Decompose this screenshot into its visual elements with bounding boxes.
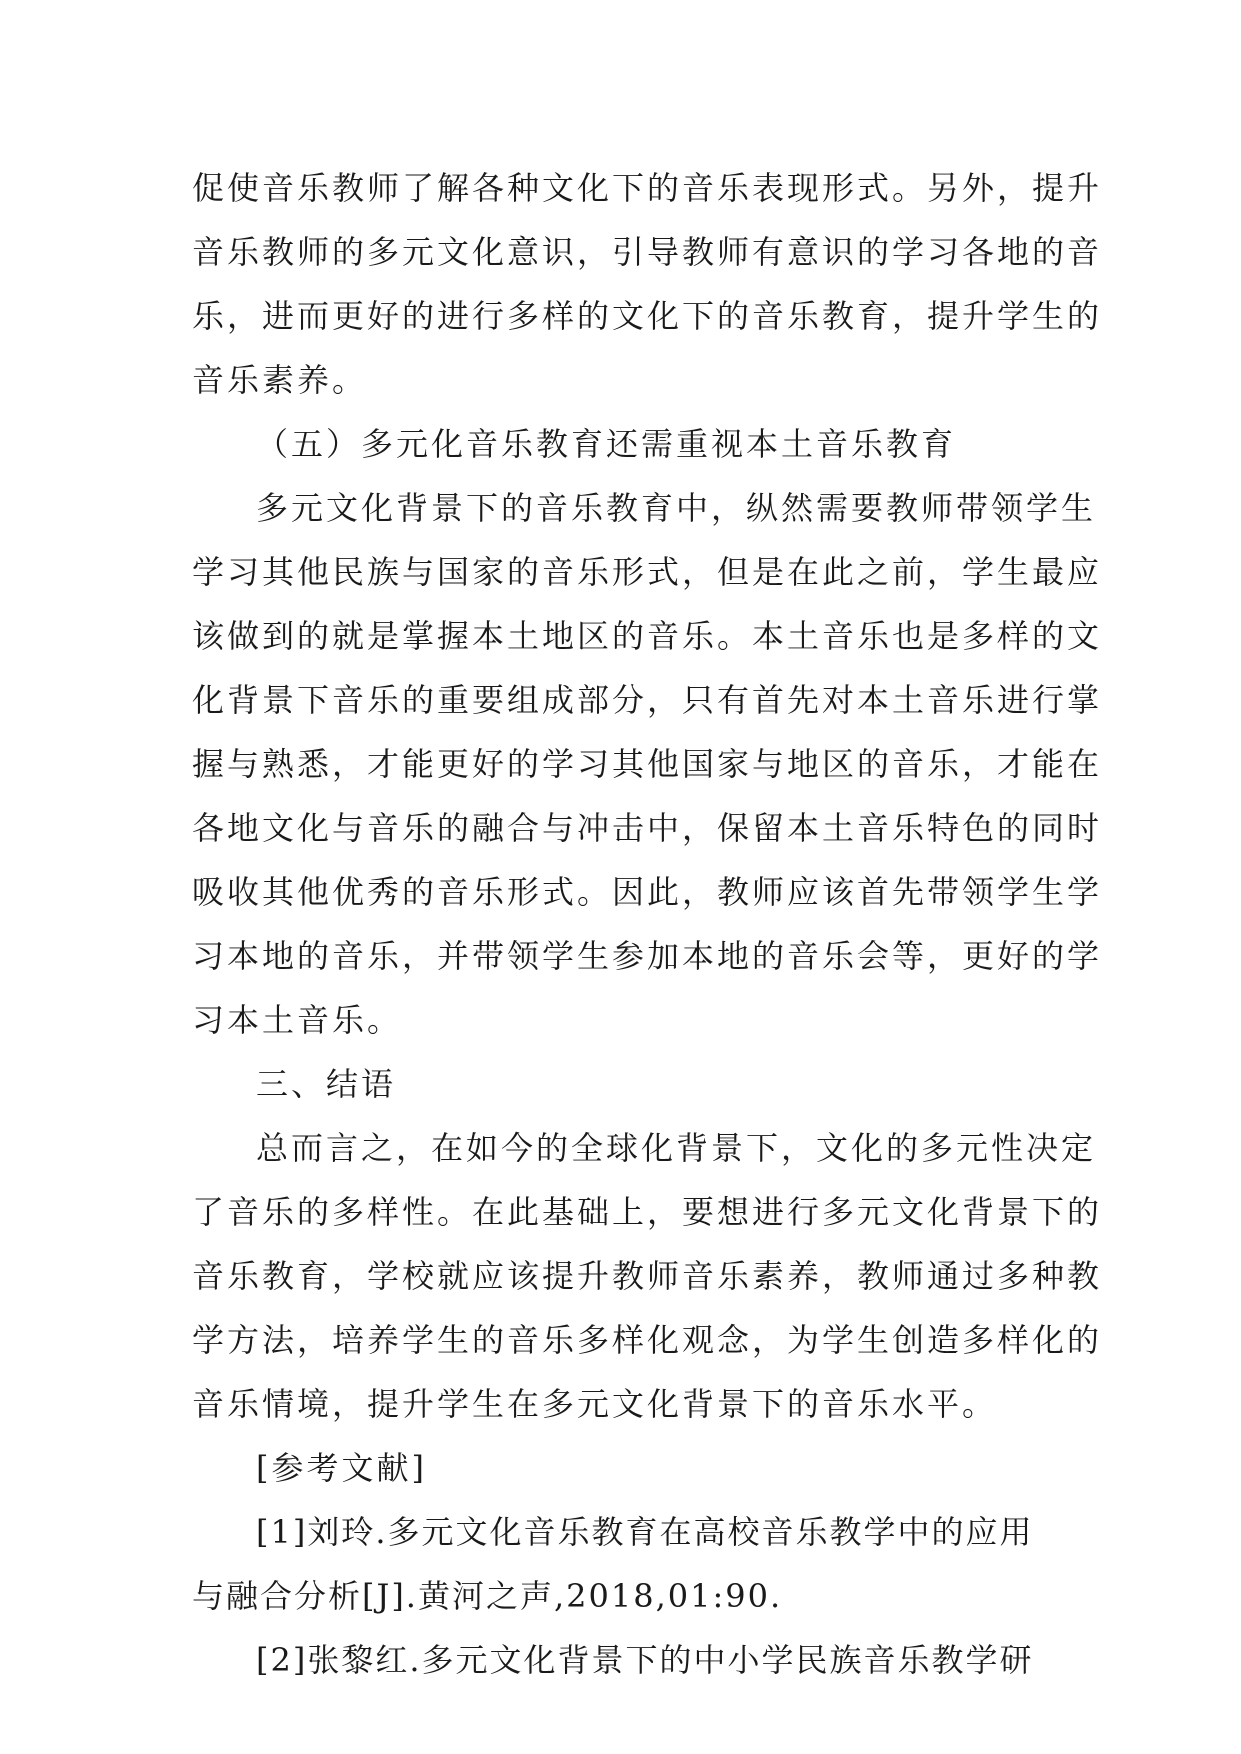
document-body — [192, 156, 1103, 1692]
paragraph-line: 音乐教师的多元文化意识，引导教师有意识的学习各地的音 — [192, 233, 1103, 271]
section-heading: （五）多元化音乐教育还需重视本土音乐教育 — [256, 425, 957, 463]
paragraph-line: 习本土音乐。 — [192, 1001, 403, 1039]
paragraph-line: 化背景下音乐的重要组成部分，只有首先对本土音乐进行掌 — [192, 681, 1103, 719]
paragraph-line: 促使音乐教师了解各种文化下的音乐表现形式。另外，提升 — [192, 169, 1103, 207]
section-heading: 三、结语 — [256, 1065, 397, 1103]
paragraph-line: 习本地的音乐，并带领学生参加本地的音乐会等，更好的学 — [192, 937, 1103, 975]
paragraph-line: 乐，进而更好的进行多样的文化下的音乐教育，提升学生的 — [192, 297, 1103, 335]
paragraph-line: 学习其他民族与国家的音乐形式，但是在此之前，学生最应 — [192, 553, 1103, 591]
reference-entry: [2]张黎红.多元文化背景下的中小学民族音乐教学研 — [256, 1641, 1034, 1679]
reference-entry: [1]刘玲.多元文化音乐教育在高校音乐教学中的应用 — [256, 1513, 1034, 1551]
reference-entry-continuation: 与融合分析[J].黄河之声,2018,01:90. — [192, 1577, 783, 1615]
paragraph-line: 吸收其他优秀的音乐形式。因此，教师应该首先带领学生学 — [192, 873, 1103, 911]
paragraph-line: 总而言之，在如今的全球化背景下，文化的多元性决定 — [256, 1129, 1097, 1167]
paragraph-line: 音乐情境，提升学生在多元文化背景下的音乐水平。 — [192, 1385, 998, 1423]
references-heading: [参考文献] — [256, 1449, 427, 1487]
paragraph-line: 了音乐的多样性。在此基础上，要想进行多元文化背景下的 — [192, 1193, 1103, 1231]
paragraph-line: 学方法，培养学生的音乐多样化观念，为学生创造多样化的 — [192, 1321, 1103, 1359]
paragraph-line: 握与熟悉，才能更好的学习其他国家与地区的音乐，才能在 — [192, 745, 1103, 783]
paragraph-line: 多元文化背景下的音乐教育中，纵然需要教师带领学生 — [256, 489, 1097, 527]
paragraph-line: 音乐教育，学校就应该提升教师音乐素养，教师通过多种教 — [192, 1257, 1103, 1295]
paragraph-line: 各地文化与音乐的融合与冲击中，保留本土音乐特色的同时 — [192, 809, 1103, 847]
paragraph-line: 该做到的就是掌握本土地区的音乐。本土音乐也是多样的文 — [192, 617, 1103, 655]
paragraph-line: 音乐素养。 — [192, 361, 368, 399]
